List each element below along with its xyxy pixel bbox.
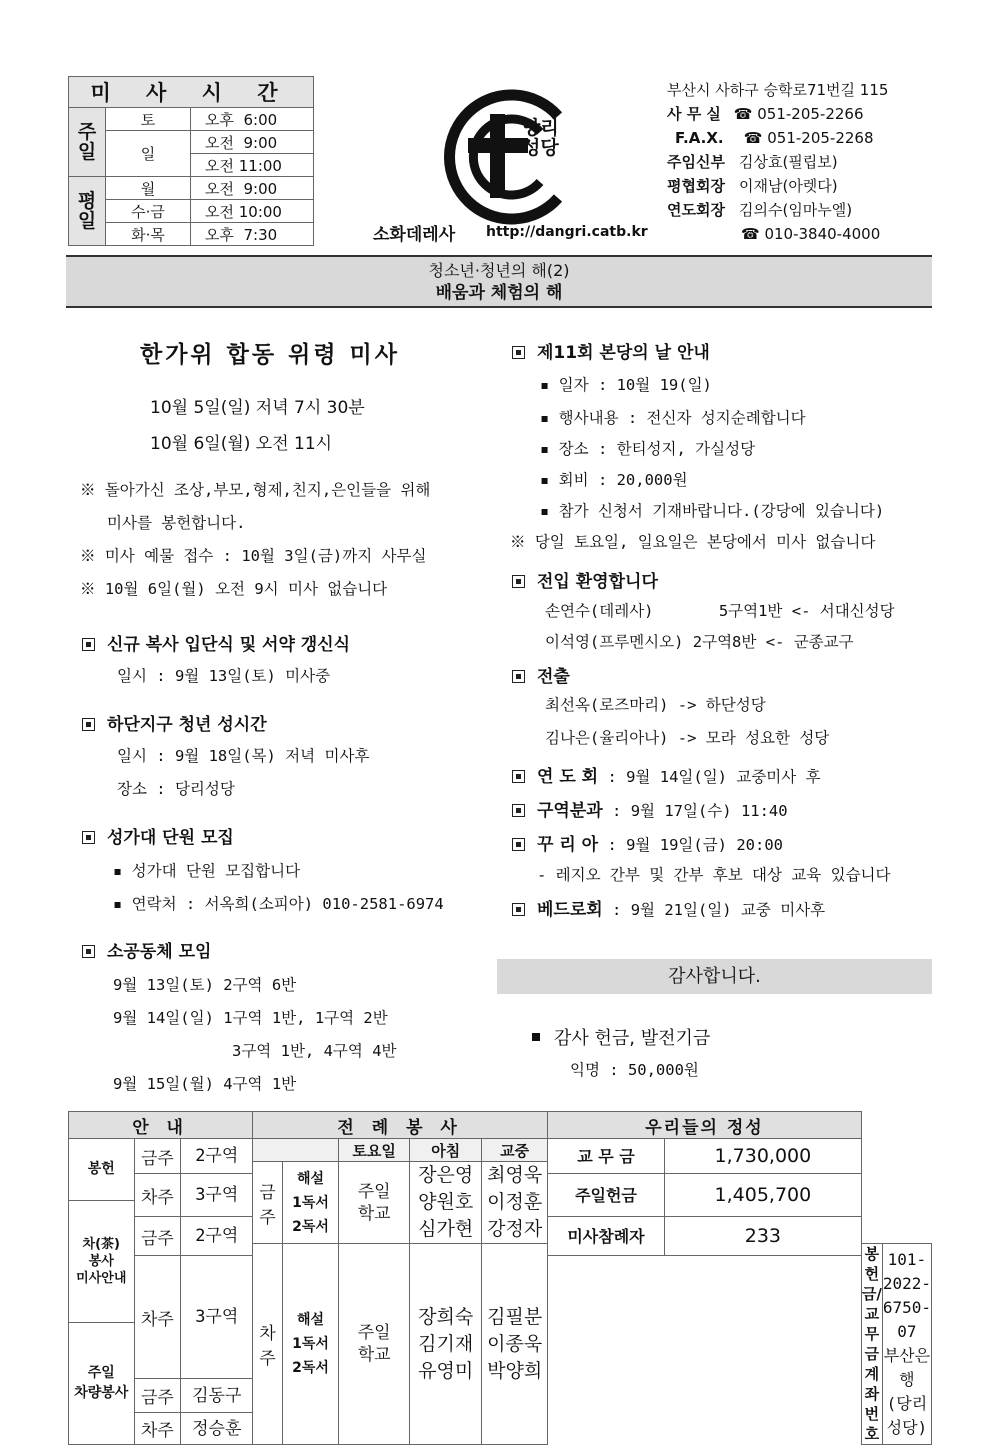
guide-header: 안 내 — [69, 1112, 253, 1139]
section-line: 일시 : 9월 13일(토) 미사중 — [117, 667, 331, 685]
guide-value: 3구역 — [181, 1174, 253, 1217]
note-line: 미사를 봉헌합니다. — [107, 514, 246, 532]
phone-icon: ☎ — [733, 105, 753, 123]
event-text: : 9월 21일(일) 교중 미사후 — [602, 901, 826, 919]
account-value — [882, 1244, 931, 1445]
guide-value: 김동구 — [181, 1379, 253, 1413]
contact-row — [667, 150, 888, 174]
section-line: ▪ 성가대 단원 모집합니다 — [113, 862, 301, 880]
square-bullet-icon — [512, 838, 525, 851]
liturgy-saturday — [339, 1162, 410, 1244]
guide-label-text: 차(茶) 봉사 미사안내 — [76, 1236, 127, 1286]
guide-value: 2구역 — [181, 1139, 253, 1174]
liturgy-main-text: 김필분 이종욱 박양희 — [487, 1305, 543, 1382]
square-bullet-icon — [82, 945, 95, 958]
note-line: ※ 미사 예물 접수 : 10월 3일(금)까지 사무실 — [80, 547, 427, 565]
offering-header: 우리들의 정성 — [548, 1112, 862, 1139]
section-line: 3구역 1반, 4구역 4반 — [232, 1042, 397, 1060]
mass-time-table — [68, 76, 314, 246]
square-bullet-icon — [512, 670, 525, 683]
contact-label: 평협회장 — [667, 177, 725, 195]
event-row — [512, 830, 783, 855]
contact-value: 김의수(임마누엘) — [739, 201, 853, 219]
guide-week: 차주 — [134, 1413, 181, 1445]
section-line: 일시 : 9월 18일(목) 저녁 미사후 — [117, 747, 370, 765]
account-label-text: 봉헌금/교무금 계좌번호 — [861, 1245, 882, 1443]
weekday-label-text: 평 일 — [77, 190, 97, 232]
mass-time: 오후 7:30 — [191, 223, 314, 246]
event-title: 연 도 회 — [537, 767, 599, 787]
contact-row — [667, 198, 888, 222]
section-line: ▪ 일자 : 10월 19(일) — [540, 376, 712, 394]
guide-label — [69, 1139, 135, 1201]
section-title-text: 전입 환영합니다 — [537, 572, 658, 592]
address: 부산시 사하구 승학로71번길 115 — [667, 81, 889, 99]
logo-line1: 당리 — [522, 117, 559, 139]
liturgy-morning — [410, 1244, 482, 1445]
note-line: ※ 돌아가신 조상,부모,형제,친지,은인들을 위해 — [80, 481, 431, 499]
contact-value: 이재남(아렛다) — [739, 177, 838, 195]
bottom-table — [68, 1111, 932, 1445]
square-bullet-icon — [82, 718, 95, 731]
event-text: : 9월 19일(금) 20:00 — [598, 836, 784, 854]
mass-time: 오전 10:00 — [191, 200, 314, 223]
section-line: 이석영(프루멘시오) 2구역8반 <- 군종교구 — [545, 633, 854, 651]
liturgy-saturday — [339, 1244, 410, 1445]
section-line: ▪ 장소 : 한티성지, 가실성당 — [540, 440, 756, 458]
liturgy-header: 전 례 봉 사 — [253, 1112, 548, 1139]
section-title-text: 하단지구 청년 성시간 — [107, 715, 267, 735]
patron-name: 소화데레사 — [373, 225, 456, 245]
banner-line2: 배움과 체험의 해 — [435, 283, 563, 303]
curia-note: - 레지오 간부 및 간부 후보 대상 교육 있습니다 — [537, 866, 891, 884]
phone-icon: ☎ — [743, 129, 763, 147]
mass-time: 오전 11:00 — [191, 154, 314, 177]
account-value-text: 101-2022-6750-07 부산은행 (당리성당) — [882, 1250, 931, 1437]
liturgy-main-text: 최영욱 이정훈 강정자 — [487, 1164, 543, 1240]
section-note: ※ 당일 토요일, 일요일은 본당에서 미사 없습니다 — [510, 533, 876, 551]
event-title: 구역분과 — [537, 801, 603, 821]
section-title-text: 전출 — [537, 667, 570, 687]
contact-value: 010-3840-4000 — [764, 225, 881, 243]
guide-week: 금주 — [134, 1217, 181, 1256]
section-title-text: 신규 복사 입단식 및 서약 갱신식 — [107, 635, 351, 655]
liturgy-roles — [282, 1244, 338, 1445]
event-text: : 9월 14일(일) 교중미사 후 — [598, 768, 821, 786]
section-line: 9월 15일(월) 4구역 1반 — [113, 1075, 297, 1093]
guide-value: 2구역 — [181, 1217, 253, 1256]
section-title — [82, 630, 350, 655]
square-bullet-icon — [512, 575, 525, 588]
guide-week: 금주 — [134, 1379, 181, 1413]
contact-row — [667, 126, 888, 150]
liturgy-saturday-text: 주일 학교 — [357, 1323, 391, 1365]
offering-label: 미사참례자 — [548, 1217, 665, 1256]
guide-label-text: 주일 차량봉사 — [74, 1365, 129, 1402]
mass-time: 오전 9:00 — [191, 131, 314, 154]
col-saturday: 토요일 — [339, 1139, 410, 1162]
square-bullet-icon — [82, 831, 95, 844]
guide-value: 3구역 — [181, 1256, 253, 1379]
liturgy-main — [482, 1244, 548, 1445]
liturgy-week-text: 금 주 — [259, 1182, 276, 1228]
col-morning: 아침 — [410, 1139, 482, 1162]
offering-value: 1,730,000 — [664, 1139, 861, 1174]
event-title: 베드로회 — [537, 900, 603, 920]
event-text: : 9월 17일(수) 11:40 — [602, 802, 788, 820]
parish-url[interactable]: http://dangri.catb.kr — [486, 224, 648, 240]
contact-row — [667, 102, 888, 126]
phone-icon: ☎ — [741, 225, 760, 243]
thanks-title — [532, 1024, 710, 1050]
liturgy-roles-text: 해설 1독서 2독서 — [292, 1312, 329, 1376]
account-label — [861, 1244, 882, 1445]
section-title-text: 소공동체 모임 — [107, 942, 212, 962]
headline: 한가위 합동 위령 미사 — [140, 342, 400, 368]
mass-time: 오후 6:00 — [191, 108, 314, 131]
liturgy-week-text: 차 주 — [259, 1324, 276, 1369]
offering-label: 교 무 금 — [548, 1139, 665, 1174]
guide-value: 정승훈 — [181, 1413, 253, 1445]
section-line: ▪ 행사내용 : 전신자 성지순례합니다 — [540, 409, 806, 427]
event-row — [512, 895, 825, 920]
square-bullet-icon — [512, 804, 525, 817]
section-line: 9월 14일(일) 1구역 1반, 1구역 2반 — [113, 1009, 388, 1027]
section-title — [512, 567, 658, 592]
section-line: 장소 : 당리성당 — [117, 780, 235, 798]
section-line: ▪ 참가 신청서 기재바랍니다.(강당에 있습니다) — [540, 502, 885, 520]
liturgy-roles — [282, 1162, 338, 1244]
mass-day: 토 — [106, 108, 191, 131]
liturgy-week — [253, 1162, 283, 1244]
section-title-text: 제11회 본당의 날 안내 — [537, 343, 710, 363]
liturgy-main — [482, 1162, 548, 1244]
contact-block — [667, 78, 888, 246]
section-title-text: 성가대 단원 모집 — [107, 828, 234, 848]
contact-label: F.A.X. — [675, 129, 724, 147]
guide-week: 차주 — [134, 1174, 181, 1217]
logo-text — [522, 118, 559, 158]
mass-time: 오전 9:00 — [191, 177, 314, 200]
section-title — [512, 338, 710, 363]
section-line: 김나은(율리아나) -> 모라 성요한 성당 — [545, 729, 830, 747]
liturgy-saturday-text: 주일 학교 — [357, 1181, 391, 1224]
parish-logo — [430, 86, 590, 226]
event-row — [512, 796, 788, 821]
thanks-title-text: 감사 헌금, 발전기금 — [554, 1028, 711, 1049]
section-line: 최선옥(로즈마리) -> 하단성당 — [545, 696, 766, 714]
year-theme-banner — [66, 255, 932, 308]
sunday-label-text: 주 일 — [77, 121, 97, 163]
section-line: ▪ 회비 : 20,000원 — [540, 471, 688, 489]
section-title — [512, 662, 570, 687]
banner-line1: 청소년·청년의 해(2) — [428, 261, 570, 280]
cross-circle-icon — [430, 86, 590, 226]
event-row — [512, 762, 821, 787]
sunday-label — [69, 108, 106, 177]
memorial-date: 10월 5일(일) 저녁 7시 30분 — [150, 398, 365, 418]
weekday-label — [69, 177, 106, 246]
black-square-icon — [532, 1033, 540, 1041]
section-line: 9월 13일(토) 2구역 6반 — [113, 976, 297, 994]
liturgy-morning-text: 장은영 양원호 심가현 — [418, 1164, 474, 1240]
guide-label-text: 봉헌 — [87, 1160, 115, 1177]
liturgy-week — [253, 1244, 283, 1445]
section-line: 손연수(데레사) 5구역1반 <- 서대신성당 — [545, 602, 895, 620]
contact-row — [667, 222, 888, 246]
event-title: 꾸 리 아 — [537, 835, 599, 855]
memorial-date: 10월 6일(월) 오전 11시 — [150, 434, 333, 454]
square-bullet-icon — [512, 903, 525, 916]
section-title — [82, 710, 267, 735]
square-bullet-icon — [82, 638, 95, 651]
contact-value: 김상효(필립보) — [739, 153, 838, 171]
thanks-line: 익명 : 50,000원 — [570, 1061, 699, 1079]
section-title — [82, 937, 211, 962]
liturgy-morning — [410, 1162, 482, 1244]
mass-day: 월 — [106, 177, 191, 200]
section-line: ▪ 연락처 : 서옥희(소피아) 010-2581-6974 — [113, 895, 444, 913]
contact-label: 주임신부 — [667, 153, 725, 171]
offering-value: 233 — [664, 1217, 861, 1256]
liturgy-roles-text: 해설 1독서 2독서 — [292, 1170, 329, 1235]
offering-value: 1,405,700 — [664, 1174, 861, 1217]
mass-title: 미 사 시 간 — [69, 77, 314, 108]
guide-week: 차주 — [134, 1256, 181, 1379]
square-bullet-icon — [512, 770, 525, 783]
contact-row — [667, 174, 888, 198]
mass-day: 화·목 — [106, 223, 191, 246]
note-line: ※ 10월 6일(월) 오전 9시 미사 없습니다 — [80, 580, 388, 598]
contact-label: 연도회장 — [667, 201, 725, 219]
section-title — [82, 823, 234, 848]
guide-week: 금주 — [134, 1139, 181, 1174]
col-main: 교중 — [482, 1139, 548, 1162]
offering-label: 주일헌금 — [548, 1174, 665, 1217]
contact-value: 051-205-2266 — [757, 105, 864, 123]
mass-day: 수·금 — [106, 200, 191, 223]
liturgy-blank-header — [253, 1139, 339, 1162]
guide-label — [69, 1322, 135, 1445]
square-bullet-icon — [512, 346, 525, 359]
contact-label: 사 무 실 — [667, 105, 721, 123]
guide-label — [69, 1200, 135, 1322]
liturgy-morning-text: 장희숙 김기재 유영미 — [418, 1305, 474, 1382]
logo-line2: 성당 — [522, 137, 559, 159]
contact-value: 051-205-2268 — [767, 129, 874, 147]
thanks-header: 감사합니다. — [497, 959, 932, 994]
mass-day: 일 — [106, 131, 191, 177]
